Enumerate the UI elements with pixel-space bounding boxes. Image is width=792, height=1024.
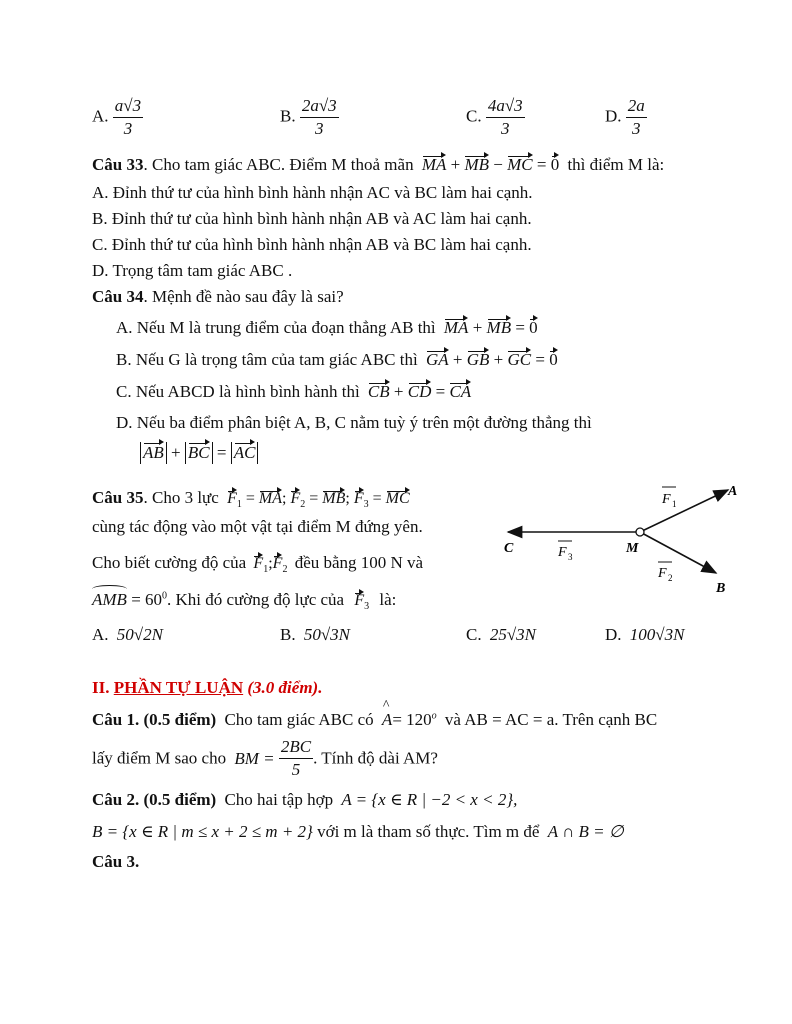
svg-text:1: 1 bbox=[672, 499, 677, 509]
fraction bbox=[626, 95, 647, 140]
vector-equation: GA + GB + GC = 0 bbox=[425, 350, 558, 369]
force-f3: $F_3$ bbox=[354, 592, 370, 613]
question-text: . Cho tam giác ABC. Điểm M thoả mãn bbox=[143, 155, 414, 174]
svg-text:F: F bbox=[558, 545, 567, 560]
section-heading bbox=[92, 678, 322, 698]
label-f2 bbox=[657, 562, 673, 583]
question-text: . Khi đó cường độ lực của bbox=[167, 590, 345, 609]
vector-equation: MA + MB = 0 bbox=[443, 318, 538, 337]
set-b: B = {x ∈ R | m ≤ x + 2 ≤ m + 2} bbox=[92, 822, 313, 841]
fraction bbox=[300, 95, 339, 140]
svg-text:3: 3 bbox=[568, 552, 573, 562]
q35-option-d bbox=[605, 625, 684, 645]
svg-text:F: F bbox=[658, 566, 667, 581]
question-text: Cho biết cường độ của bbox=[92, 553, 247, 572]
q34-option-d-formula: AB + BC = AC bbox=[140, 442, 258, 464]
option-label: D. bbox=[605, 106, 622, 126]
question-text-end: là: bbox=[379, 590, 397, 609]
force-line-ma bbox=[640, 490, 728, 532]
option-label: C. bbox=[466, 106, 482, 126]
angle-a: ^ A bbox=[382, 710, 392, 730]
option-text: C. Nếu ABCD là hình bình hành thì bbox=[116, 382, 360, 401]
condition: A ∩ B = ∅ bbox=[547, 822, 624, 841]
vector-equation: MA + MB − MC = 0 bbox=[421, 155, 560, 174]
numerator: 2a√3 bbox=[300, 95, 339, 118]
q33-option-b: B. Đỉnh thứ tư của hình bình hành nhận AB và AC làm hai cạnh. bbox=[92, 209, 532, 228]
essay-text: Cho hai tập hợp bbox=[224, 790, 334, 809]
label-f1 bbox=[661, 487, 677, 509]
essay-text: Cho tam giác ABC có bbox=[224, 710, 374, 729]
degree-mark: 0 bbox=[162, 590, 168, 602]
degree-mark: o bbox=[431, 710, 437, 722]
fraction bbox=[279, 736, 313, 781]
q35-option-c bbox=[466, 625, 536, 645]
option-text: B. Nếu G là trọng tâm của tam giác ABC thì bbox=[116, 350, 418, 369]
angle-value: = 120 bbox=[392, 710, 432, 729]
q32-option-c bbox=[466, 95, 525, 140]
question-label: Câu 33 bbox=[92, 155, 144, 174]
essay1-line1 bbox=[92, 710, 657, 730]
question-label: Câu 35 bbox=[92, 488, 144, 507]
essay-text: với m là tham số thực. Tìm m để bbox=[317, 822, 540, 841]
label-b: B bbox=[716, 581, 726, 596]
numerator: 2BC bbox=[279, 736, 313, 759]
numerator: a√3 bbox=[113, 95, 143, 118]
q32-option-b bbox=[280, 95, 339, 140]
q33-option-a: A. Đỉnh thứ tư của hình bình hành nhận AC và BC làm hai cạnh. bbox=[92, 183, 533, 202]
q35-stem-line2: cùng tác động vào một vật tại điểm M đứng yên. bbox=[92, 517, 423, 536]
option-value: 25√3N bbox=[489, 625, 537, 644]
denominator: 3 bbox=[632, 119, 641, 138]
q33-stem bbox=[92, 155, 664, 175]
label-c: C bbox=[504, 541, 514, 556]
force-diagram bbox=[480, 470, 760, 600]
question-text: . Mệnh đề nào sau đây là sai? bbox=[143, 287, 344, 306]
q34-option-b bbox=[116, 350, 558, 370]
option-label: A. bbox=[92, 625, 109, 644]
label-f3 bbox=[557, 541, 573, 562]
denominator: 3 bbox=[315, 119, 324, 138]
q35-option-b bbox=[280, 625, 350, 645]
section-points: (3.0 điểm). bbox=[243, 678, 323, 697]
option-value: 50√2N bbox=[116, 625, 163, 644]
essay3-label: Câu 3. bbox=[92, 852, 140, 871]
force-line-mb bbox=[640, 532, 716, 573]
question-text-end: thì điểm M là: bbox=[567, 155, 665, 174]
denominator: 3 bbox=[123, 119, 133, 138]
label-a: A bbox=[728, 484, 738, 499]
set-a: A = {x ∈ R | −2 < x < 2}, bbox=[341, 790, 518, 809]
q32-option-a bbox=[92, 95, 143, 140]
question-label: Câu 34 bbox=[92, 287, 144, 306]
angle-amb: AMB bbox=[92, 590, 127, 609]
svg-text:2: 2 bbox=[668, 573, 673, 583]
option-label: C. bbox=[466, 625, 482, 644]
q35-stem-line1 bbox=[92, 488, 410, 510]
essay-label: Câu 1. (0.5 điểm) bbox=[92, 710, 217, 729]
essay-text: và AB = AC = a. Trên cạnh BC bbox=[444, 710, 658, 729]
numerator: 2a bbox=[626, 95, 647, 118]
q34-stem bbox=[92, 287, 344, 307]
essay1-line2 bbox=[92, 736, 438, 781]
option-label: D. bbox=[605, 625, 622, 644]
q33-option-d: D. Trọng tâm tam giác ABC . bbox=[92, 261, 293, 280]
question-text: . Cho 3 lực bbox=[143, 488, 219, 507]
essay-text: lấy điểm M sao cho bbox=[92, 748, 227, 768]
fraction bbox=[486, 95, 525, 140]
vector-equation: CB + CD = CA bbox=[367, 382, 472, 401]
bm-label: BM = bbox=[234, 748, 275, 768]
essay-text: . Tính độ dài AM? bbox=[313, 748, 438, 768]
force-pair: $F_1;F_2$ bbox=[253, 555, 288, 576]
q35-option-a bbox=[92, 625, 163, 645]
numerator: 4a√3 bbox=[486, 95, 525, 118]
q35-stem-line3 bbox=[92, 553, 423, 575]
option-label: B. bbox=[280, 106, 296, 126]
essay-label: Câu 2. (0.5 điểm) bbox=[92, 790, 217, 809]
section-prefix: II. bbox=[92, 678, 114, 697]
q32-option-d bbox=[605, 95, 647, 140]
option-label: A. bbox=[92, 106, 109, 126]
svg-text:F: F bbox=[662, 492, 671, 507]
denominator: 5 bbox=[291, 760, 301, 779]
q35-stem-line4 bbox=[92, 590, 396, 612]
essay2-line2 bbox=[92, 822, 624, 842]
q34-option-c bbox=[116, 382, 471, 402]
q33-option-c: C. Đỉnh thứ tư của hình bình hành nhận AB và BC làm hai cạnh. bbox=[92, 235, 532, 254]
option-value: 100√3N bbox=[629, 625, 685, 644]
q34-option-d: D. Nếu ba điểm phân biệt A, B, C nằm tuỳ ý trên một đường thẳng thì bbox=[116, 413, 592, 432]
option-label: B. bbox=[280, 625, 296, 644]
option-value: 50√3N bbox=[303, 625, 351, 644]
q34-option-a bbox=[116, 318, 538, 338]
force-definitions: $F_1$ = MA; $F_2$ = MB; $F_3$ = MC bbox=[227, 490, 410, 511]
denominator: 3 bbox=[501, 119, 510, 138]
point-m bbox=[636, 528, 644, 536]
question-text: đều bằng 100 N và bbox=[294, 553, 424, 572]
section-title: PHẦN TỰ LUẬN bbox=[113, 678, 244, 697]
fraction bbox=[113, 95, 143, 140]
option-text: A. Nếu M là trung điểm của đoạn thẳng AB thì bbox=[116, 318, 436, 337]
essay2-line1 bbox=[92, 790, 517, 810]
label-m: M bbox=[626, 541, 639, 556]
angle-value: = 60 bbox=[131, 590, 163, 609]
